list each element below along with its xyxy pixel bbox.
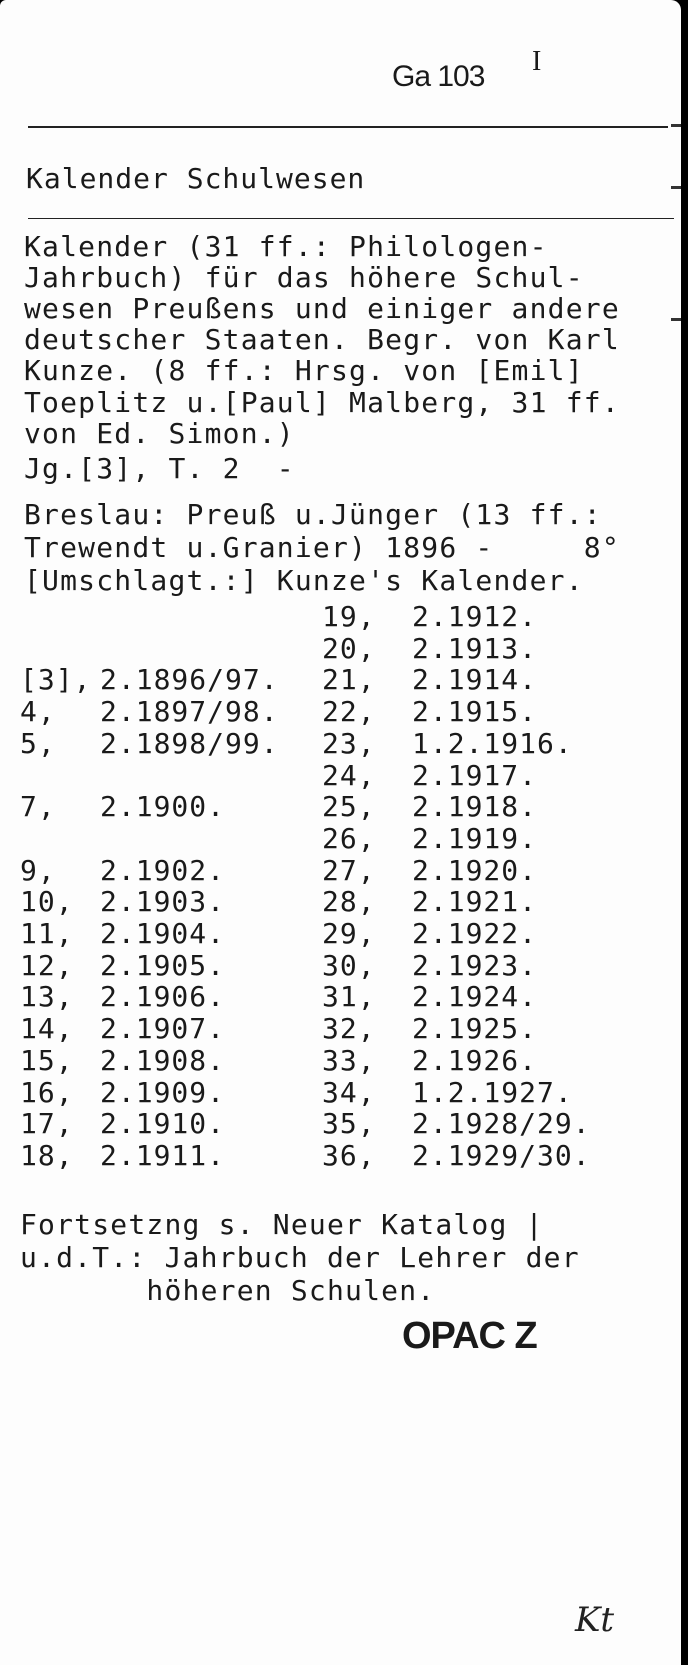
volume-number: 17, <box>20 1107 74 1141</box>
volume-number: 25, <box>322 790 376 824</box>
volume-number: 27, <box>322 853 376 887</box>
volume-number: 5, <box>20 726 56 760</box>
volume-date: 1.2.1916. <box>412 726 573 760</box>
volume-date: 2.1902. <box>100 853 226 887</box>
volume-date: 2.1913. <box>412 631 538 665</box>
volume-date: 2.1917. <box>412 758 538 792</box>
volume-date: 2.1896/97. <box>100 663 279 697</box>
description-line: Breslau: Preuß u.Jünger (13 ff.: <box>24 498 602 531</box>
volume-number: 28, <box>322 885 376 919</box>
volume-date: 2.1914. <box>412 663 538 697</box>
volume-number: 9, <box>20 853 56 887</box>
footer-line: u.d.T.: Jahrbuch der Lehrer der <box>20 1241 580 1274</box>
footer-line: Fortsetzng s. Neuer Katalog | <box>20 1208 544 1241</box>
volume-number: 21, <box>322 663 376 697</box>
volume-date: 2.1904. <box>100 917 226 950</box>
volume-number: [3], <box>20 663 92 697</box>
volume-number: 11, <box>20 917 74 950</box>
volume-number: 29, <box>322 917 376 950</box>
volume-number: 7, <box>20 790 56 824</box>
description-line: [Umschlagt.:] Kunze's Kalender. <box>24 564 584 597</box>
volume-number: 24, <box>322 758 376 792</box>
volume-date: 2.1929/30. <box>412 1138 591 1172</box>
volume-date: 1.2.1927. <box>412 1075 573 1109</box>
volume-number: 23, <box>322 726 376 760</box>
volume-date: 2.1908. <box>100 1043 226 1077</box>
volume-date: 2.1928/29. <box>412 1107 591 1141</box>
volume-date: 2.1903. <box>100 885 226 919</box>
description-line: Kalender (31 ff.: Philologen- <box>24 230 548 263</box>
volume-date: 2.1900. <box>100 790 226 824</box>
volume-number: 34, <box>322 1075 376 1109</box>
volume-date: 2.1906. <box>100 980 226 1014</box>
handwritten-initials: Kt <box>575 1600 615 1640</box>
description-line: Kunze. (8 ff.: Hrsg. von [Emil] <box>24 354 584 387</box>
volume-date: 2.1911. <box>100 1138 226 1172</box>
description-line: von Ed. Simon.) <box>24 417 295 450</box>
volume-number: 12, <box>20 948 74 982</box>
shelfmark: Ga 103 <box>392 60 485 93</box>
volume-date: 2.1920. <box>412 853 538 887</box>
volume-date: 2.1897/98. <box>100 695 279 729</box>
volume-date: 2.1924. <box>412 980 538 1014</box>
volume-mark: I <box>532 46 542 77</box>
volume-date: 2.1919. <box>412 821 538 855</box>
volume-number: 15, <box>20 1043 74 1077</box>
opac-stamp: OPAC Z <box>402 1315 537 1357</box>
volume-number: 36, <box>322 1138 376 1172</box>
volume-number: 18, <box>20 1138 74 1172</box>
volume-number: 22, <box>322 695 376 729</box>
volume-date: 2.1925. <box>412 1012 538 1046</box>
description-line: deutscher Staaten. Begr. von Karl <box>24 323 620 356</box>
subject-rule <box>28 218 674 219</box>
volume-number: 31, <box>322 980 376 1014</box>
volume-date: 2.1910. <box>100 1107 226 1141</box>
volume-number: 32, <box>322 1012 376 1046</box>
edge-mark <box>671 124 681 127</box>
volume-date: 2.1915. <box>412 695 538 729</box>
subject-heading: Kalender Schulwesen <box>26 162 366 195</box>
volume-date: 2.1923. <box>412 948 538 982</box>
volume-date: 2.1922. <box>412 917 538 950</box>
volume-number: 14, <box>20 1012 74 1046</box>
volume-number: 13, <box>20 980 74 1014</box>
volume-date: 2.1905. <box>100 948 226 982</box>
volume-date: 2.1926. <box>412 1043 538 1077</box>
volume-date: 2.1912. <box>412 600 538 633</box>
edge-mark <box>671 186 681 189</box>
description-line: Jg.[3], T. 2 - <box>24 452 295 485</box>
volume-date: 2.1898/99. <box>100 726 279 760</box>
volume-number: 19, <box>322 600 376 633</box>
volume-date: 2.1921. <box>412 885 538 919</box>
description-line: Jahrbuch) für das höhere Schul- <box>24 261 584 294</box>
volume-number: 16, <box>20 1075 74 1109</box>
edge-mark <box>671 318 681 321</box>
volume-date: 2.1907. <box>100 1012 226 1046</box>
volume-number: 35, <box>322 1107 376 1141</box>
description-line: wesen Preußens und einiger andere <box>24 292 620 325</box>
description-line: Trewendt u.Granier) 1896 - 8° <box>24 531 620 564</box>
volume-number: 4, <box>20 695 56 729</box>
volume-date: 2.1918. <box>412 790 538 824</box>
volume-date: 2.1909. <box>100 1075 226 1109</box>
volume-number: 20, <box>322 631 376 665</box>
volume-number: 10, <box>20 885 74 919</box>
description-line: Toeplitz u.[Paul] Malberg, 31 ff. <box>24 386 620 419</box>
header-rule <box>28 126 668 128</box>
footer-line: höheren Schulen. <box>20 1274 436 1307</box>
volume-number: 26, <box>322 821 376 855</box>
volume-number: 30, <box>322 948 376 982</box>
volume-number: 33, <box>322 1043 376 1077</box>
